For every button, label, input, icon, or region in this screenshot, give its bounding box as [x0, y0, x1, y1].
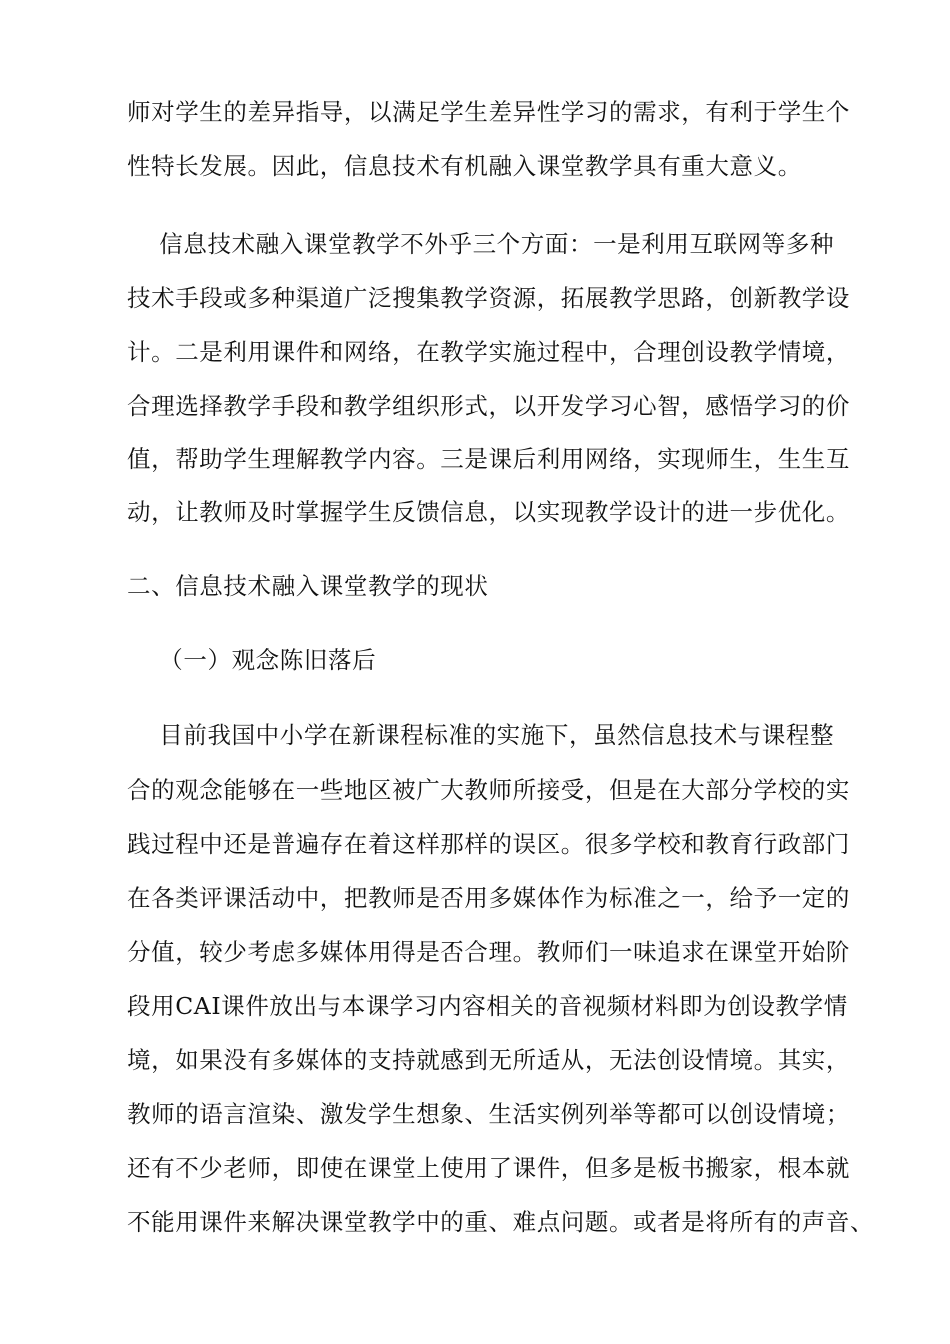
body-text-line: 技术手段或多种渠道广泛搜集教学资源，拓展教学思路，创新教学设 [127, 284, 850, 312]
body-text-line: 分值，较少考虑多媒体用得是否合理。教师们一味追求在课堂开始阶 [127, 938, 850, 966]
body-text-line: 合理选择教学手段和教学组织形式，以开发学习心智，感悟学习的价 [127, 392, 850, 420]
body-text-line: 计。二是利用课件和网络，在教学实施过程中，合理创设教学情境， [127, 338, 850, 366]
body-text-line: 教师的语言渲染、激发学生想象、生活实例列举等都可以创设情境； [127, 1100, 850, 1128]
body-text-line: 还有不少老师，即使在课堂上使用了课件，但多是板书搬家，根本就 [127, 1154, 850, 1182]
body-text-line: 动，让教师及时掌握学生反馈信息，以实现教学设计的进一步优化。 [127, 498, 850, 526]
body-text-line: 在各类评课活动中，把教师是否用多媒体作为标准之一，给予一定的 [127, 884, 850, 912]
body-text-line: 境，如果没有多媒体的支持就感到无所适从，无法创设情境。其实， [127, 1046, 850, 1074]
body-text-line: 践过程中还是普遍存在着这样那样的误区。很多学校和教育行政部门 [127, 830, 850, 858]
body-text-line: 目前我国中小学在新课程标准的实施下，虽然信息技术与课程整 [127, 721, 835, 749]
body-text-line: 性特长发展。因此，信息技术有机融入课堂教学具有重大意义。 [127, 152, 802, 180]
body-text-line: 不能用课件来解决课堂教学中的重、难点问题。或者是将所有的声音、 [127, 1208, 875, 1236]
body-text-line: 信息技术融入课堂教学不外乎三个方面：一是利用互联网等多种 [127, 230, 835, 258]
body-text-line: 值，帮助学生理解教学内容。三是课后利用网络，实现师生，生生互 [127, 445, 850, 473]
subsection-heading: （一）观念陈旧落后 [127, 646, 377, 674]
body-text-line: 合的观念能够在一些地区被广大教师所接受，但是在大部分学校的实 [127, 776, 850, 804]
section-heading: 二、信息技术融入课堂教学的现状 [127, 572, 489, 600]
body-text-line: 师对学生的差异指导，以满足学生差异性学习的需求，有利于学生个 [127, 98, 850, 126]
body-text-line: 段用CAI课件放出与本课学习内容相关的音视频材料即为创设教学情 [127, 992, 848, 1020]
